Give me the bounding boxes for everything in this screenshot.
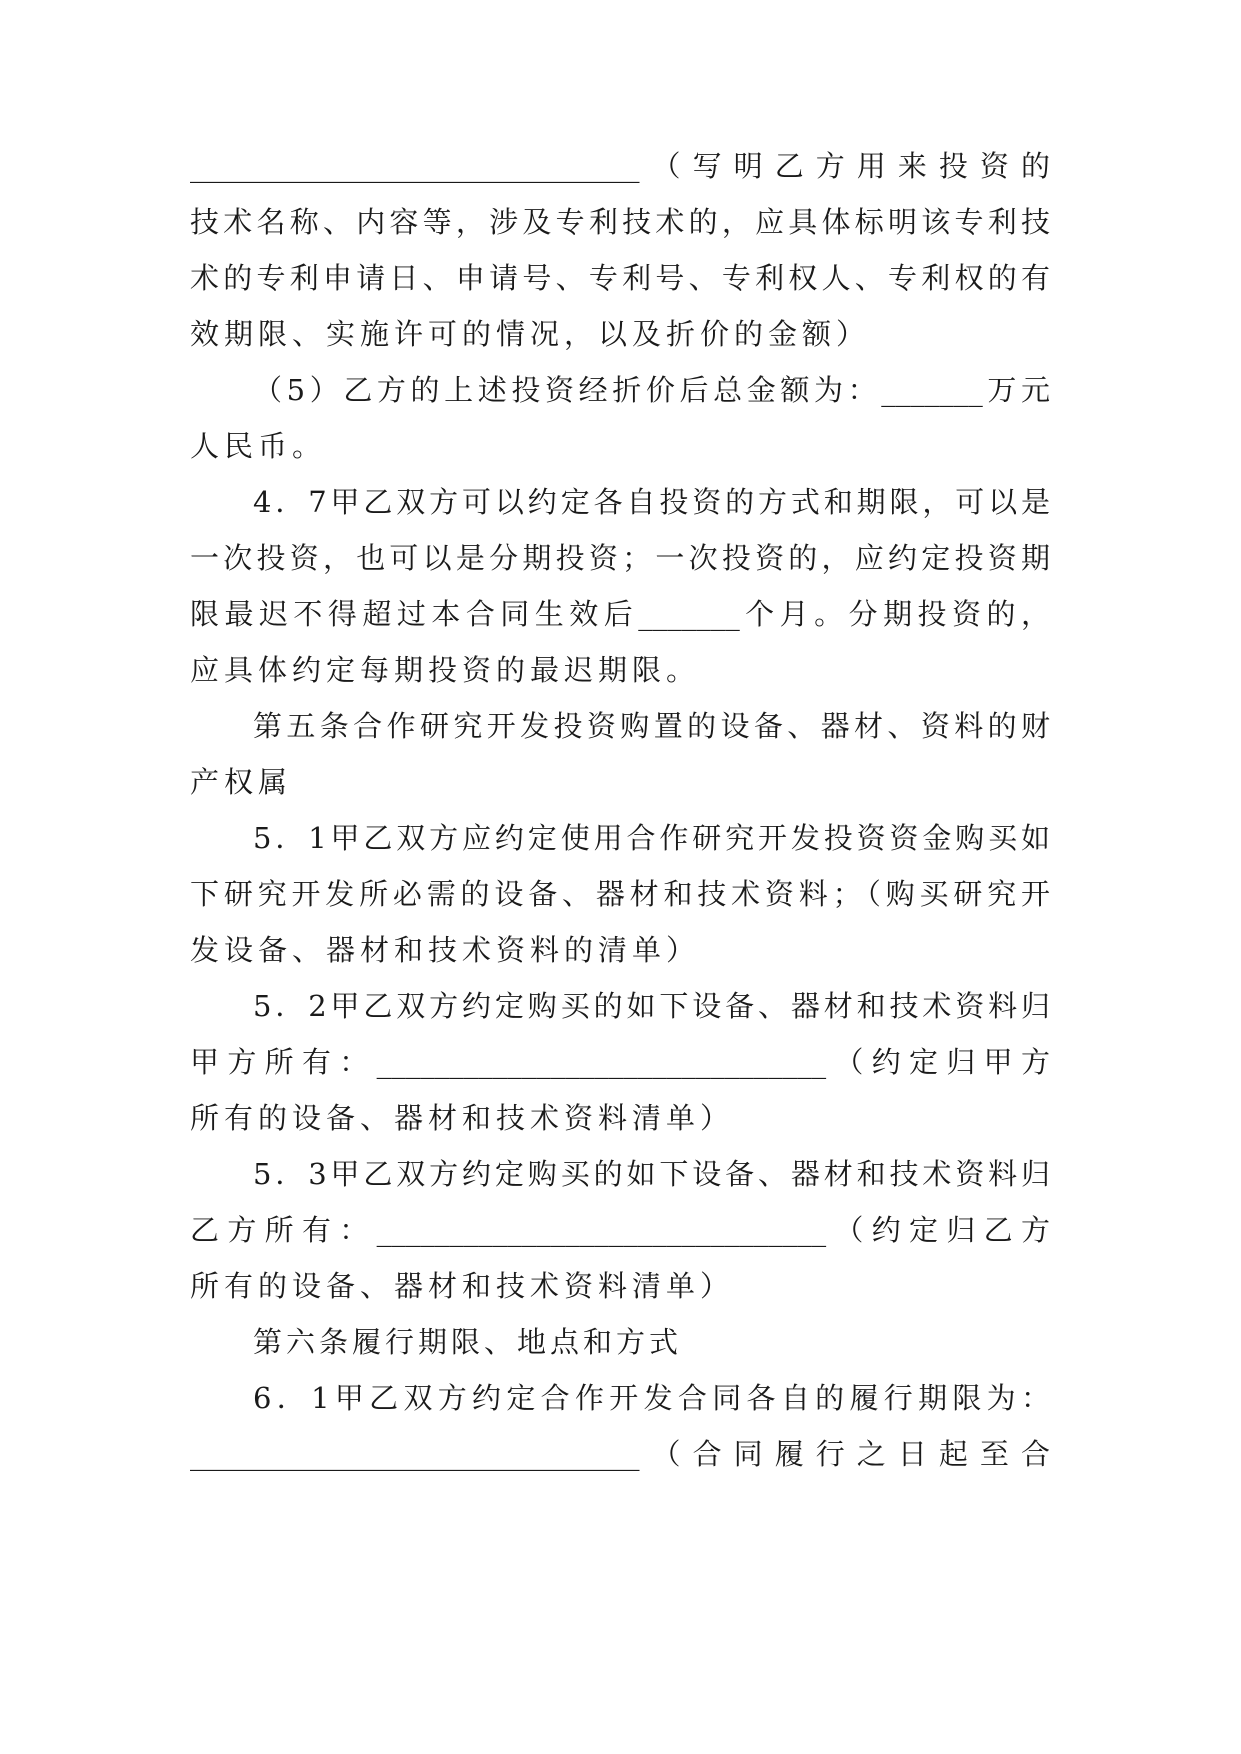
text-line: 甲方所有：_______________________________（约定归甲方: [190, 1045, 1050, 1079]
text-line: 一次投资，也可以是分期投资；一次投资的，应约定投资期: [190, 541, 1050, 575]
text-line: 乙方所有：_______________________________（约定归乙方: [190, 1213, 1050, 1247]
text-line: （5）乙方的上述投资经折价后总金额为：_______万元: [253, 373, 1050, 407]
text-line: 发设备、器材和技术资料的清单）: [190, 933, 701, 967]
text-line: 6．1甲乙双方约定合作开发合同各自的履行期限为：: [253, 1381, 1050, 1415]
text-line: 人民币。: [190, 429, 327, 463]
text-line: 技术名称、内容等，涉及专利技术的，应具体标明该专利技: [190, 205, 1050, 239]
text-line: 应具体约定每期投资的最迟期限。: [190, 653, 701, 687]
section-heading: 第五条合作研究开发投资购置的设备、器材、资料的财: [253, 709, 1050, 743]
text-line: _______________________________（写明乙方用来投资的: [190, 149, 1050, 183]
text-line: 效期限、实施许可的情况，以及折价的金额）: [190, 317, 871, 351]
text-line: 5．3甲乙双方约定购买的如下设备、器材和技术资料归: [253, 1157, 1050, 1191]
text-line: 4．7甲乙双方可以约定各自投资的方式和期限，可以是: [253, 485, 1050, 519]
text-line: 5．2甲乙双方约定购买的如下设备、器材和技术资料归: [253, 989, 1050, 1023]
text-line: 产权属: [190, 765, 293, 799]
text-line: 5．1甲乙双方应约定使用合作研究开发投资资金购买如: [253, 821, 1050, 855]
text-line: 术的专利申请日、申请号、专利号、专利权人、专利权的有: [190, 261, 1050, 295]
section-heading: 第六条履行期限、地点和方式: [253, 1325, 683, 1359]
text-line: 所有的设备、器材和技术资料清单）: [190, 1269, 735, 1303]
text-line: 下研究开发所必需的设备、器材和技术资料；（购买研究开: [190, 877, 1050, 911]
text-line: _______________________________（合同履行之日起至合: [190, 1437, 1050, 1471]
text-line: 所有的设备、器材和技术资料清单）: [190, 1101, 735, 1135]
text-line: 限最迟不得超过本合同生效后_______个月。分期投资的，: [190, 597, 1050, 631]
